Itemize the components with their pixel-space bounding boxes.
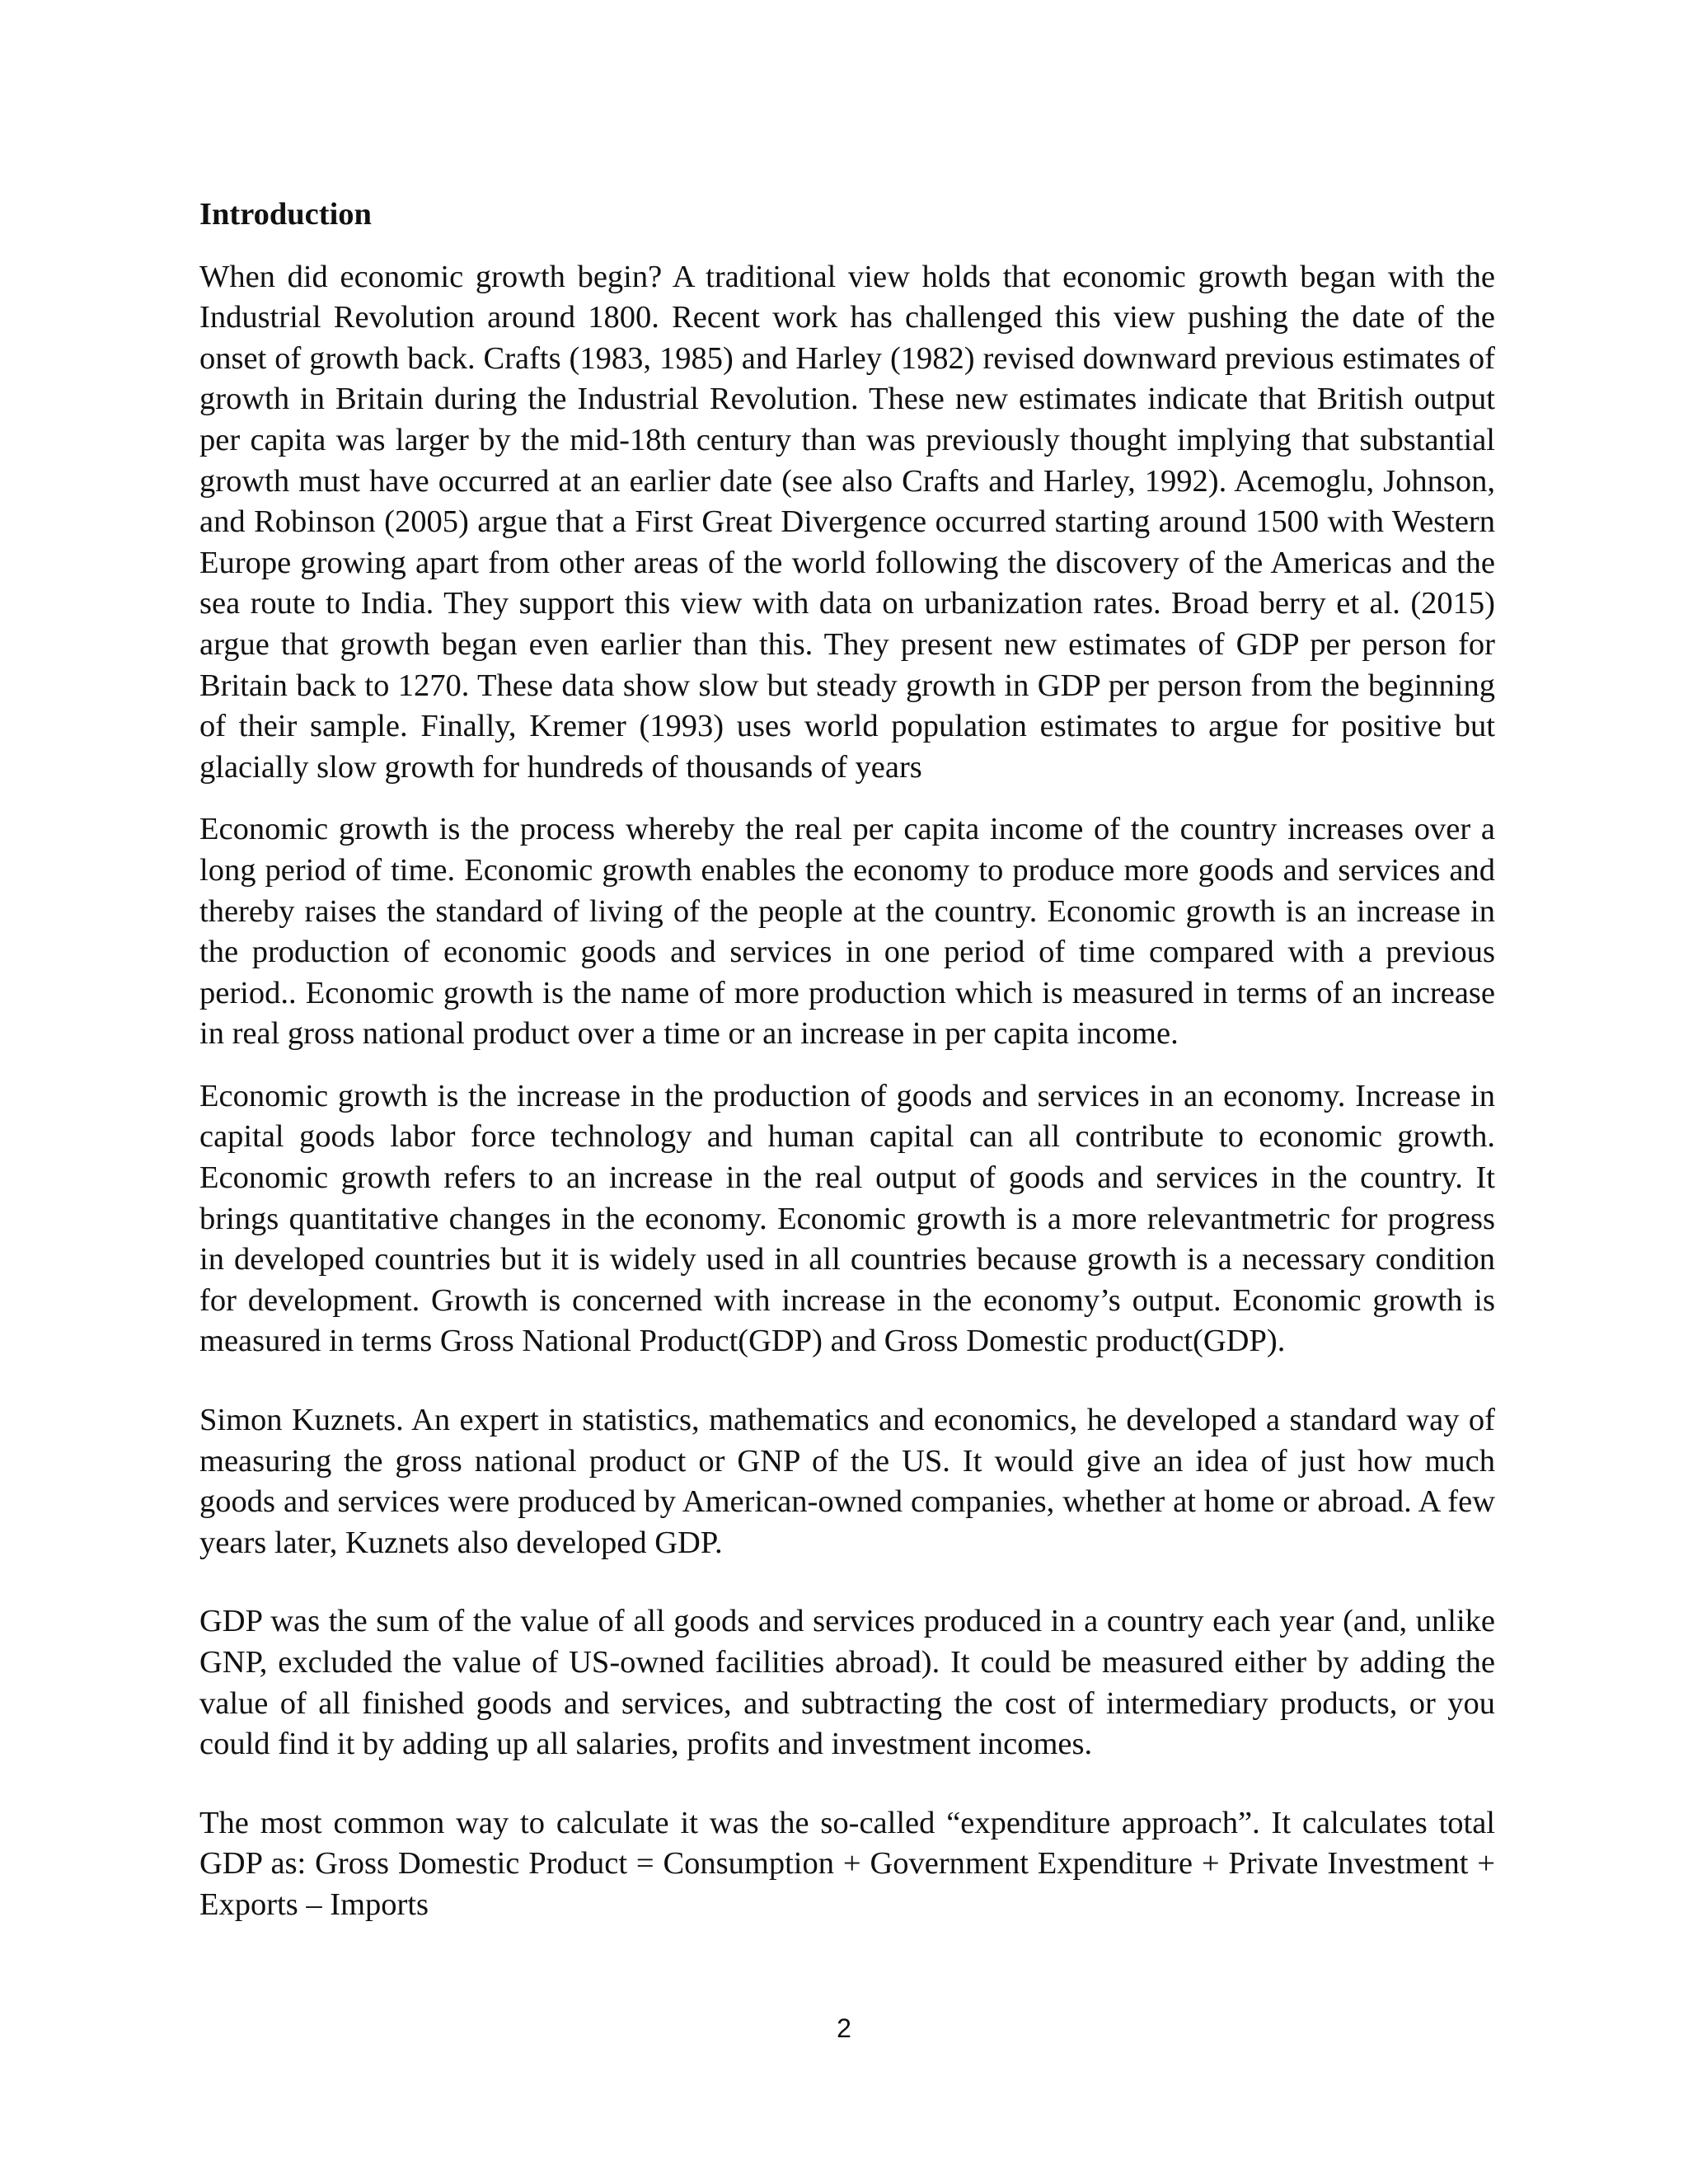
- paragraph-gdp-definition: GDP was the sum of the value of all goods and services produced in a country each year (and, unlike GNP, excluded the value of US-owned facilities abroad). It could be measured either by adding the value of all finished goods and services, and subtracting the cost of intermediary products, or you could find it by adding up all salaries, profits and investment incomes.: [199, 1604, 1495, 1762]
- paragraph-growth-history: When did economic growth begin? A traditional view holds that economic growth began with the Industrial Revolution around 1800. Recent work has challenged this view pushing the date of the onset of growth back. Crafts (1983, 1985) and Harley (1982) revised downward previous estimates of growth in Britain during the Industrial Revolution. These new estimates indicate that British output per capita was larger by the mid-18th century than was previously thought implying that substantial growth must have occurred at an earlier date (see also Crafts and Harley, 1992). Acemoglu, Johnson, and Robinson (2005) argue that a First Great Divergence occurred starting around 1500 with Western Europe growing apart from other areas of the world following the discovery of the Americas and the sea route to India. They support this view with data on urbanization rates. Broad berry et al. (2015) argue that growth began even earlier than this. They present new estimates of GDP per person for Britain back to 1270. These data show slow but steady growth in GDP per person from the beginning of their sample. Finally, Kremer (1993) uses world population estimates to argue for positive but glacially slow growth for hundreds of thousands of years: [199, 259, 1495, 785]
- paragraph-growth-production: Economic growth is the increase in the production of goods and services in an economy. Increase in capital goods labor force technology and human capital can all contribute to economic growth. Economic growth refers to an increase in the real output of goods and services in the country. It brings quantitative changes in the economy. Economic growth is a more relevantmetric for progress in developed countries but it is widely used in all countries because growth is a necessary condition for development. Growth is concerned with increase in the economy’s output. Economic growth is measured in terms Gross National Product(GDP) and Gross Domestic product(GDP).: [199, 1078, 1495, 1359]
- section-heading: Introduction: [199, 197, 372, 232]
- paragraph-expenditure-approach: The most common way to calculate it was the so-called “expenditure approach”. It calculates total GDP as: Gross Domestic Product = Consumption + Government Expenditure + Private Investment + Exports – Imports: [199, 1805, 1495, 1922]
- paragraph-growth-definition: Economic growth is the process whereby the real per capita income of the country increases over a long period of time. Economic growth enables the economy to produce more goods and services and thereby raises the standard of living of the people at the country. Economic growth is an increase in the production of economic goods and services in one period of time compared with a previous period.. Economic growth is the name of more production which is measured in terms of an increase in real gross national product over a time or an increase in per capita income.: [199, 812, 1495, 1052]
- document-body: [199, 194, 1495, 1947]
- page-number: 2: [837, 2013, 851, 2043]
- paragraph-simon-kuznets: Simon Kuznets. An expert in statistics, mathematics and economics, he developed a standard way of measuring the gross national product or GNP of the US. It would give an idea of just how much goods and services were produced by American-owned companies, whether at home or abroad. A few years later, Kuznets also developed GDP.: [199, 1403, 1495, 1560]
